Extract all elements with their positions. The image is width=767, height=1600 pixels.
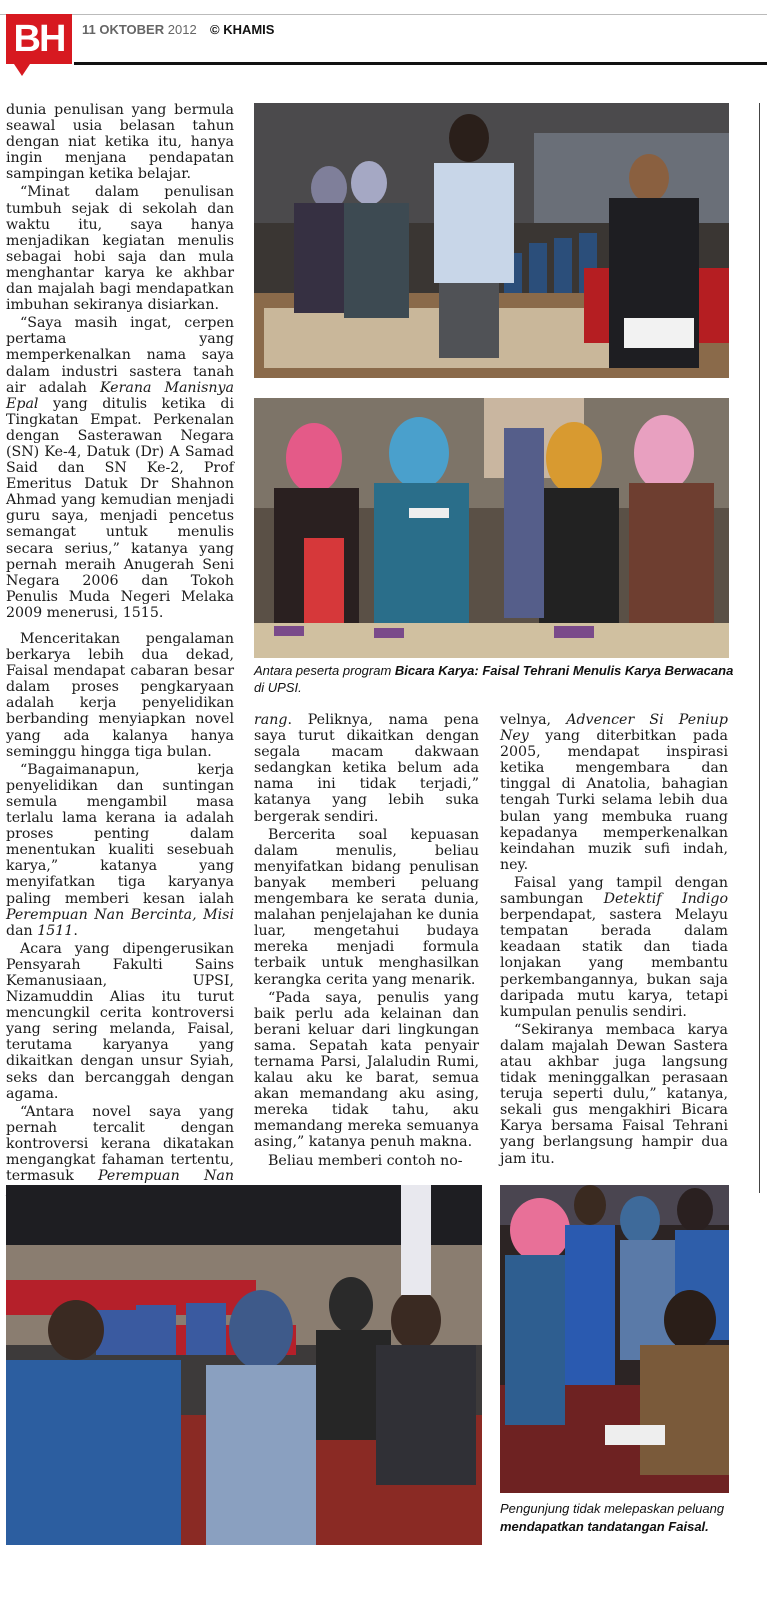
paragraph: Faisal yang tampil dengan sambungan Detektif Indigo berpendapat, sastera Melayu tempatan berada dalam keadaan statik dan tiada lonjakan yang membantu perkembangannya, bukan saja daripada mutu karya, tetapi kumpulan penulis sendiri.	[500, 874, 728, 1020]
paragraph: Bercerita soal kepuasan dalam menulis, beliau menyifatkan bidang penulisan banyak memberi peluang mengembara ke serata dunia, malahan penjelajahan ke dunia luar, mengetahui budaya mereka menjadi formula terbaik untuk menghasilkan kerangka cerita yang menarik.	[254, 826, 479, 988]
article-column-2	[254, 712, 479, 1169]
paragraph: dunia penulisan yang bermula seawal usia belasan tahun dengan niat ketika itu, hanya ingin menjana pendapatan sampingan ketika belajar.	[6, 102, 234, 183]
paragraph: “Sekiranya membaca karya dalam majalah Dewan Sastera atau akhbar juga langsung tidak meninggalkan perasaan teruja seperti dulu,” katanya, sekali gus mengakhiri Bicara Karya bersama Faisal Tehrani yang berlangsung hampir dua jam itu.	[500, 1021, 728, 1167]
photo-autograph-signing	[500, 1185, 729, 1493]
paragraph: “Bagaimanapun, kerja penyelidikan dan suntingan semula mengambil masa terlalu lama kerana ia adalah proses penting dalam menentukan kualiti sesebuah karya,” katanya yang menyifatkan tiga karyanya paling memberi kesan ialah Perempuan Nan Bercinta, Misi dan 1511.	[6, 761, 234, 939]
paragraph: “Antara novel saya yang pernah tercalit dengan kontroversi kerana dikatakan mengangkat fahaman tertentu, termasuk Perempuan Nan	[6, 1103, 234, 1185]
paragraph: Beliau memberi contoh no-	[268, 1152, 463, 1169]
photo-caption-bottom: Pengunjung tidak melepaskan peluang mendapatkan tandatangan Faisal.	[500, 1501, 725, 1534]
header-top-rule	[0, 14, 767, 15]
photo-audience-seated	[6, 1185, 482, 1545]
paragraph: Menceritakan pengalaman berkarya lebih dua dekad, Faisal mendapat cabaran besar dalam proses pengkaryaan adalah kerja penyelidikan berbanding menyiapkan novel yang ada kalanya hanya seminggu hingga tiga bulan.	[6, 631, 234, 760]
paragraph: “Saya masih ingat, cerpen pertama yang memperkenalkan nama saya dalam industri sastera tanah air adalah Kerana Manisnya Epal yang ditulis ketika di Tingkatan Empat. Perkenalan dengan Sasterawan Negara (SN) Ke-4, Datuk (Dr) A Samad Said dan SN Ke-2, Prof Emeritus Datuk Dr Shahnon Ahmad yang kemudian menjadi guru saya, menjadi pencetus semangat untuk menulis secara serius,” katanya yang pernah meraih Anugerah Seni Negara 2006 dan Tokoh Penulis Muda Negeri Melaka 2009 menerusi, 1515.	[6, 315, 234, 621]
paragraph: “Minat dalam penulisan tumbuh sejak di sekolah dan waktu itu, saya hanya menjadikan kegiatan menulis sebagai hobi saja dan mula menghantar karya ke akhbar dan majalah bagi mendapatkan imbuhan sekiranya disiarkan.	[6, 184, 234, 314]
paragraph: rang. Peliknya, nama pena saya turut dikaitkan dengan segala macam dakwaan sedangkan ketika belum ada nama ini tidak terjadi,” katanya yang lebih suka bergerak sendiri.	[254, 712, 479, 825]
article-column-1	[6, 102, 234, 1216]
bh-logo: BH	[6, 14, 72, 64]
paragraph: Acara yang dipengerusikan Pensyarah Fakulti Sains Kemanusiaan, UPSI, Nizamuddin Alias itu turut mencungkil cerita kontroversi yang sering melanda, Faisal, terutama karyanya yang dikaitkan dengan unsur Syiah, seks dan bercanggah dengan agama.	[6, 940, 234, 1102]
header-rule	[74, 62, 767, 65]
paragraph: “Pada saya, penulis yang baik perlu ada kelainan dan berani keluar dari lingkungan sama. Sepatah kata penyair ternama Parsi, Jalaludin Rumi, kalau aku ke barat, semua akan memandang aku asing, mereka tidak tahu, aku memandang mereka semuanya asing,” katanya penuh makna.	[254, 989, 479, 1151]
photo-participants-at-books	[254, 398, 729, 658]
photo-book-fair-browsing	[254, 103, 729, 378]
column-rule	[759, 103, 760, 1193]
photo-caption-top: Antara peserta program Bicara Karya: Faisal Tehrani Menulis Karya Berwacana di UPSI.	[254, 663, 734, 695]
issue-year: 2012	[167, 22, 197, 37]
issue-weekday: © KHAMIS	[210, 22, 275, 37]
issue-date-day-month: 11 OKTOBER	[82, 22, 165, 37]
issue-date	[82, 22, 197, 37]
masthead	[0, 0, 767, 70]
paragraph: velnya, Advencer Si Peniup Ney yang diterbitkan pada 2005, mendapat inspirasi ketika mengembara dan tinggal di Anatolia, bahagian tengah Turki selama lebih dua bulan yang membuka ruang kepadanya memperkenalkan keindahan muzik sufi indah, ney.	[500, 712, 728, 873]
article-column-3	[500, 712, 728, 1167]
